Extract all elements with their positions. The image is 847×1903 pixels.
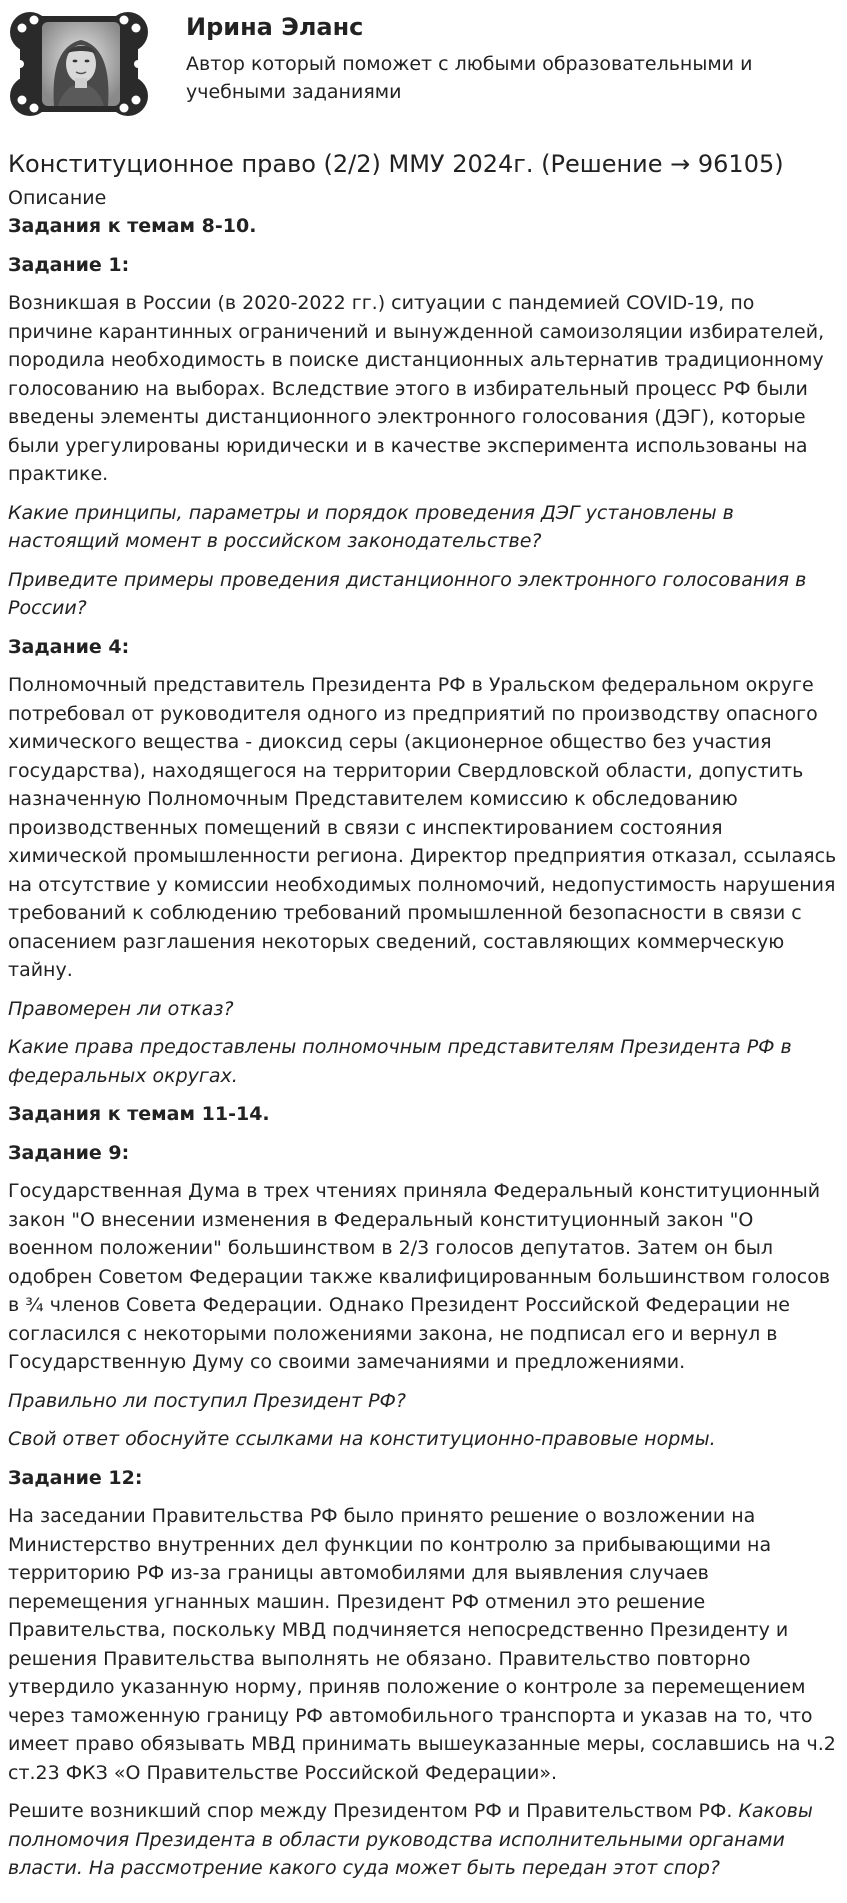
task-9-question-2: Свой ответ обоснуйте ссылками на конституционно-правовые нормы. [8, 1428, 716, 1450]
task-9-heading: Задание 9: [8, 1141, 130, 1164]
task-12-final [8, 1797, 838, 1883]
task-12-text: На заседании Правительства РФ было принято решение о возложении на Министерство внутренних дел функции по контролю за прибывающими на территорию РФ из-за границы автомобилями для выявления случаев перемещения угнанных машин. Президент РФ отменил это решение Правительства, поскольку МВД подчиняется непосредственно Президенту и решения Правительства выполнять не обязано. Правительство повторно утвердило указанную норму, приняв положение о контроле за перемещением через таможенную границу РФ автомобильного транспорта и указав на то, что имеет право обязывать МВД принимать вышеуказанные меры, сославшись на ч.2 ст.23 ФКЗ «О Правительстве Российской Федерации». [8, 1505, 836, 1784]
task-9-question-1: Правильно ли поступил Президент РФ? [8, 1389, 406, 1412]
task-1-heading: Задание 1: [8, 253, 130, 276]
task-1-text: Возникшая в России (в 2020-2022 гг.) ситуации с пандемией COVID-19, по причине карантинных ограничений и вынужденной самоизоляции избирателей, породила необходимость в поиске дистанционных альтернатив традиционному голосованию на выборах. Вследствие этого в избирательный процесс РФ были введены элементы дистанционного электронного голосования (ДЭГ), которые были урегулированы юридически и в качестве эксперимента использованы на практике. [8, 292, 825, 485]
task-4-heading: Задание 4: [8, 635, 130, 658]
section-heading-themes-11-14: Задания к темам 11-14. [8, 1103, 270, 1125]
description-body [8, 212, 838, 1883]
task-4-question-1: Правомерен ли отказ? [8, 997, 234, 1020]
task-12-final-plain: Решите возникший спор между Президентом РФ и Правительством РФ. [8, 1800, 733, 1822]
author-description: Автор который поможет с любыми образовательными и учебными заданиями [186, 53, 753, 103]
author-avatar[interactable] [8, 6, 150, 122]
author-name[interactable]: Ирина Эланс [186, 13, 364, 41]
task-12-final-italic: Каковы полномочия Президента в области руководства исполнительными органами власти. На рассмотрение какого суда может быть передан этот спор? [8, 1800, 813, 1879]
description-label: Описание [8, 187, 107, 209]
task-1-question-1: Какие принципы, параметры и порядок проведения ДЭГ установлены в настоящий момент в российском законодательстве? [8, 501, 734, 552]
task-9-text: Государственная Дума в трех чтениях приняла Федеральный конституционный закон "О внесении изменения в Федеральный конституционный закон "О военном положении" большинством в 2/3 голосов депутатов. Затем он был одобрен Советом Федерации также квалифицированным большинством голосов в ¾ членов Совета Федерации. Однако Президент Российской Федерации не согласился с некоторыми положениями закона, не подписал его и вернул в Государственную Думу со своими замечаниями и предложениями. [8, 1180, 831, 1373]
main-content [8, 147, 838, 1893]
page-title: Конституционное право (2/2) ММУ 2024г. (Решение → 96105) [8, 150, 784, 178]
section-heading-themes-8-10: Задания к темам 8-10. [8, 215, 257, 237]
author-header [0, 0, 847, 130]
task-4-text: Полномочный представитель Президента РФ в Уральском федеральном округе потребовал от руководителя одного из предприятий по производству опасного химического вещества - диоксид серы (акционерное общество без участия государства), находящегося на территории Свердловской области, допустить назначенную Полномочным Представителем комиссию к обследованию производственных помещений в связи с инспектированием состояния химической промышленности региона. Директор предприятия отказал, ссылаясь на отсутствие у комиссии необходимых полномочий, недопустимость нарушения требований к соблюдению требований промышленной безопасности в связи с опасением разглашения некоторых сведений, составляющих коммерческую тайну. [8, 674, 837, 981]
task-1-question-2: Приведите примеры проведения дистанционного электронного голосования в России? [8, 568, 807, 619]
task-12-heading: Задание 12: [8, 1466, 143, 1489]
task-4-question-2: Какие права предоставлены полномочным представителям Президента РФ в федеральных округах. [8, 1036, 792, 1087]
